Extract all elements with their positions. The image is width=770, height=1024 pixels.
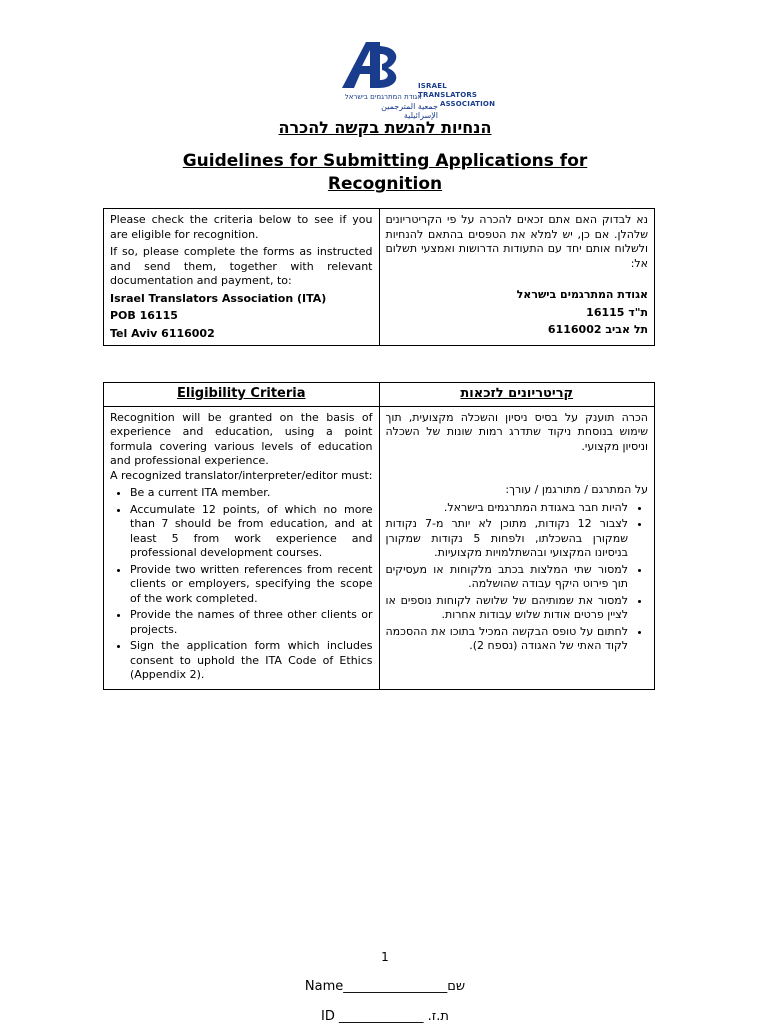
ita-logo-mark-icon	[340, 40, 420, 90]
list-item: • לצבור 12 נקודות, מתוכן לא יותר מ-7 נקודות שמקורן בהשכלתו, ולפחות 5 נקודות שמקורן בניסיונו המקצועי ובהשתלמויות מקצועיות.	[386, 517, 629, 561]
list-item: • למסור את שמותיהם של שלושה לקוחות נוספים או לציין פרטים אודות שלוש עבודות אחרות.	[386, 594, 629, 623]
criteria-en-paragraph-2: A recognized translator/interpreter/editor must:	[110, 468, 373, 482]
list-item: • Sign the application form which includes consent to uphold the ITA Code of Ethics (Appendix 2).	[130, 639, 373, 683]
list-item: • למסור שתי המלצות בכתב מלקוחות או מעסיקים תוך פירוט היקף עבודה שהושלמה.	[386, 563, 629, 592]
criteria-heading-hebrew: קריטריונים לזכאות	[460, 386, 574, 401]
criteria-english-cell	[104, 406, 380, 689]
criteria-hebrew-cell	[379, 406, 655, 689]
criteria-en-paragraph-1: Recognition will be granted on the basis of experience and education, using a point formula covering various levels of education and professional experience.	[110, 410, 373, 467]
criteria-heading-hebrew-cell	[379, 383, 655, 407]
logo-org-english-line1: ISRAEL TRANSLATORS	[418, 82, 478, 99]
intro-en-paragraph-1: Please check the criteria below to see if you are eligible for recognition.	[110, 213, 373, 241]
intro-en-paragraph-2: If so, please complete the forms as instructed and send them, together with relevant documentation and payment, to:	[110, 245, 373, 287]
address-en-line-3: Tel Aviv 6116002	[110, 326, 215, 340]
title-hebrew: הנחיות להגשת בקשה להכרה	[278, 118, 492, 137]
criteria-table	[103, 382, 655, 690]
address-he-line-2: ת"ד 16115	[586, 305, 648, 319]
criteria-he-paragraph-1: הכרה תוענק על בסיס ניסיון והשכלה מקצועית, תוך שימוש בנוסחת ניקוד שתדרג רמות שונות של השכלה וניסיון מקצועי.	[385, 410, 648, 453]
address-he-line-3: תל אביב 6116002	[547, 323, 648, 336]
page-number: 1	[381, 950, 389, 964]
criteria-he-list	[386, 501, 649, 654]
logo-org-hebrew: אגודת המתרגמים בישראל	[344, 93, 422, 101]
list-item: • Accumulate 12 points, of which no more than 7 should be from education, and at least 5 from work experience and professional development courses.	[130, 503, 373, 561]
intro-english-cell	[104, 209, 380, 346]
address-en-line-1: Israel Translators Association (ITA)	[110, 291, 327, 305]
intro-hebrew-cell	[379, 209, 655, 346]
list-item: • להיות חבר באגודת המתרגמים בישראל.	[386, 501, 629, 516]
criteria-heading-english-cell	[104, 383, 380, 407]
ita-logo	[288, 40, 496, 120]
list-item: • לחתום על טופס הבקשה המכיל בתוכו את ההסכמה לקוד האתי של האגודה (נספח 2).	[386, 625, 629, 654]
name-signature-line: Name________________שם	[304, 979, 466, 994]
criteria-en-list	[110, 486, 373, 683]
address-he-line-1: אגודת המתרגמים בישראל	[516, 288, 648, 301]
intro-table	[103, 208, 655, 346]
list-item: • Be a current ITA member.	[130, 486, 373, 501]
criteria-he-paragraph-2: על המתרגם / מתורגמן / עורך:	[505, 483, 648, 496]
id-signature-line: ID _____________ .ת.ז	[321, 1009, 449, 1024]
title-english: Guidelines for Submitting Applications for Recognition	[182, 151, 588, 194]
list-item: • Provide the names of three other clients or projects.	[130, 608, 373, 637]
criteria-heading-english: Eligibility Criteria	[176, 386, 306, 401]
logo-org-arabic: جمعية المترجمين الإسرائيلية	[381, 102, 438, 120]
intro-he-paragraph-1: נא לבדוק האם אתם זכאים להכרה על פי הקריטריונים שלהלן. אם כן, יש למלא את הטפסים בהתאם להנחיות ולשלוח אותם יחד עם התעודות הדרושות ואמצעי תשלום אל:	[385, 213, 648, 270]
logo-org-english-line2: ASSOCIATION	[440, 100, 496, 108]
list-item: • Provide two written references from recent clients or employers, specifying the scope of the work completed.	[130, 563, 373, 607]
address-en-line-2: POB 16115	[110, 309, 178, 322]
